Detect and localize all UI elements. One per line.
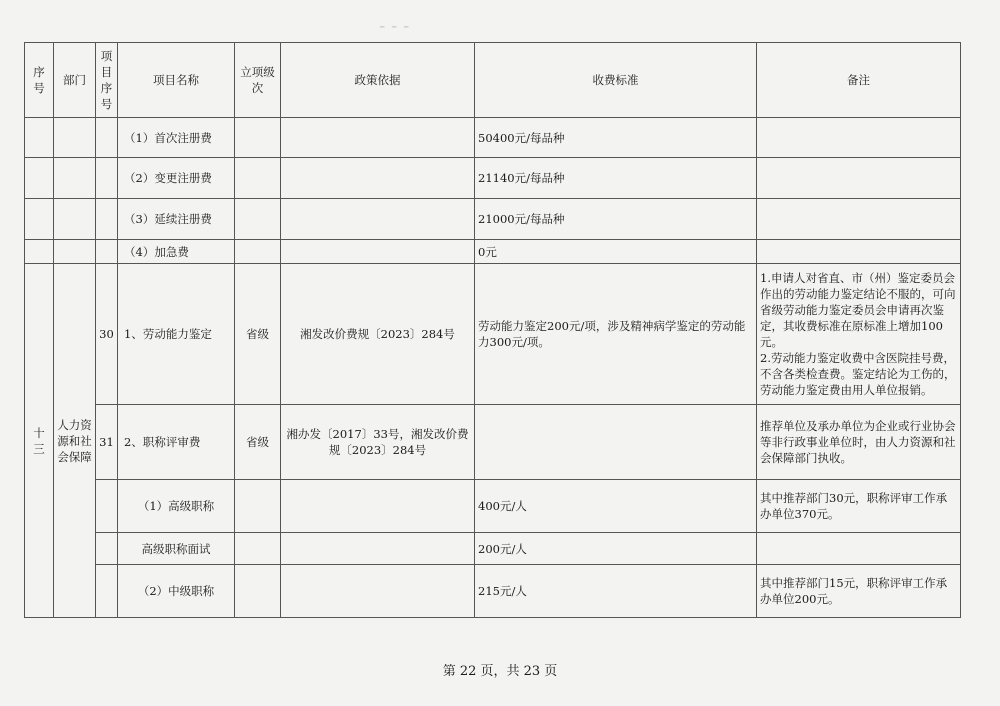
fee-standard: 50400元/每品种 bbox=[475, 118, 757, 158]
header-item-no: 项目序号 bbox=[96, 43, 118, 118]
table-row bbox=[25, 240, 961, 264]
header-row bbox=[25, 43, 961, 118]
header-policy: 政策依据 bbox=[281, 43, 475, 118]
header-seq: 序号 bbox=[25, 43, 54, 118]
header-item-name: 项目名称 bbox=[118, 43, 235, 118]
header-dept: 部门 bbox=[54, 43, 96, 118]
header-note: 备注 bbox=[757, 43, 961, 118]
item-name: （2）变更注册费 bbox=[118, 158, 235, 199]
fee-standard: 400元/人 bbox=[475, 480, 757, 533]
item-name: 2、职称评审费 bbox=[118, 405, 235, 480]
fee-standard: 劳动能力鉴定200元/项，涉及精神病学鉴定的劳动能力300元/项。 bbox=[475, 264, 757, 405]
page-number: 第 22 页，共 23 页 bbox=[442, 664, 558, 679]
remark: 1.申请人对省直、市（州）鉴定委员会作出的劳动能力鉴定结论不服的，可向省级劳动能力鉴定委员会申请再次鉴定，其收费标准在原标准上增加100元。 2.劳动能力鉴定收费中含医院挂号费，不含各类检查费。鉴定结论为工伤的，劳动能力鉴定费由用人单位报销。 bbox=[757, 264, 961, 405]
table-row bbox=[25, 533, 961, 565]
remark: 推荐单位及承办单位为企业或行业协会等非行政事业单位时，由人力资源和社会保障部门执收。 bbox=[757, 405, 961, 480]
section-seq: 十三 bbox=[25, 264, 54, 618]
bleed-through-text: ╴╴╴ bbox=[380, 18, 417, 36]
item-name: （3）延续注册费 bbox=[118, 199, 235, 240]
table-row bbox=[25, 405, 961, 480]
department: 人力资源和社会保障 bbox=[54, 264, 96, 618]
table-row bbox=[25, 199, 961, 240]
fee-standard: 21140元/每品种 bbox=[475, 158, 757, 199]
item-number: 30 bbox=[96, 264, 118, 405]
item-number: 31 bbox=[96, 405, 118, 480]
fee-standard: 215元/人 bbox=[475, 565, 757, 618]
table-row bbox=[25, 118, 961, 158]
table-row bbox=[25, 565, 961, 618]
level: 省级 bbox=[235, 264, 281, 405]
remark: 其中推荐部门30元，职称评审工作承办单位370元。 bbox=[757, 480, 961, 533]
fee-standard: 0元 bbox=[475, 240, 757, 264]
item-name: （1）首次注册费 bbox=[118, 118, 235, 158]
item-name: 高级职称面试 bbox=[118, 533, 235, 565]
fee-table bbox=[24, 42, 961, 618]
fee-standard: 200元/人 bbox=[475, 533, 757, 565]
remark: 其中推荐部门15元，职称评审工作承办单位200元。 bbox=[757, 565, 961, 618]
fee-standard: 21000元/每品种 bbox=[475, 199, 757, 240]
item-name: （2）中级职称 bbox=[118, 565, 235, 618]
header-level: 立项级次 bbox=[235, 43, 281, 118]
table-row bbox=[25, 480, 961, 533]
policy-basis: 湘办发〔2017〕33号，湘发改价费规〔2023〕284号 bbox=[281, 405, 475, 480]
header-fee: 收费标准 bbox=[475, 43, 757, 118]
policy-basis: 湘发改价费规〔2023〕284号 bbox=[281, 264, 475, 405]
table-row bbox=[25, 264, 961, 405]
item-name: （4）加急费 bbox=[118, 240, 235, 264]
item-name: （1）高级职称 bbox=[118, 480, 235, 533]
level: 省级 bbox=[235, 405, 281, 480]
table-row bbox=[25, 158, 961, 199]
item-name: 1、劳动能力鉴定 bbox=[118, 264, 235, 405]
